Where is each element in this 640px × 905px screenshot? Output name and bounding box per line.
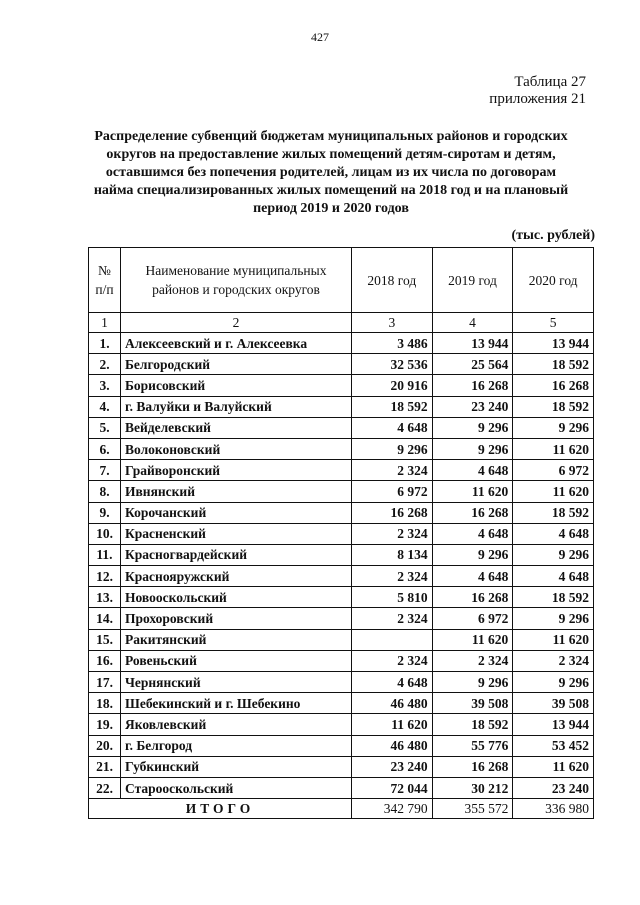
- value-2019: 11 620: [432, 481, 513, 502]
- value-2019: 16 268: [432, 502, 513, 523]
- value-2019: 9 296: [432, 417, 513, 438]
- header-number: № п/п: [89, 248, 121, 313]
- row-number: 18.: [89, 693, 121, 714]
- table-row: [89, 777, 594, 798]
- row-number: 8.: [89, 481, 121, 502]
- subsidy-table: [88, 247, 594, 819]
- row-number: 5.: [89, 417, 121, 438]
- column-number: 2: [121, 313, 352, 333]
- column-number: 3: [352, 313, 433, 333]
- table-row: [89, 544, 594, 565]
- table-row: [89, 481, 594, 502]
- value-2018: 20 916: [352, 375, 433, 396]
- row-number: 2.: [89, 354, 121, 375]
- value-2019: 9 296: [432, 438, 513, 459]
- table-row: [89, 375, 594, 396]
- value-2020: 18 592: [513, 354, 594, 375]
- value-2019: 2 324: [432, 650, 513, 671]
- value-2020: 23 240: [513, 777, 594, 798]
- table-row: [89, 756, 594, 777]
- value-2018: 46 480: [352, 693, 433, 714]
- value-2019: 25 564: [432, 354, 513, 375]
- value-2020: 18 592: [513, 502, 594, 523]
- value-2018: 3 486: [352, 333, 433, 354]
- header-name: Наименование муниципальных районов и городских округов: [121, 248, 352, 313]
- value-2020: 2 324: [513, 650, 594, 671]
- units-label: (тыс. рублей): [511, 228, 595, 243]
- value-2020: 4 648: [513, 523, 594, 544]
- table-row: [89, 396, 594, 417]
- row-number: 4.: [89, 396, 121, 417]
- table-row: [89, 693, 594, 714]
- row-number: 6.: [89, 438, 121, 459]
- total-label: ИТОГО: [89, 799, 352, 819]
- value-2018: 2 324: [352, 460, 433, 481]
- row-number: 21.: [89, 756, 121, 777]
- district-name: Ивнянский: [121, 481, 352, 502]
- column-number: 1: [89, 313, 121, 333]
- value-2018: [352, 629, 433, 650]
- table-row: [89, 438, 594, 459]
- value-2018: 2 324: [352, 523, 433, 544]
- district-name: Новооскольский: [121, 587, 352, 608]
- table-row: [89, 502, 594, 523]
- value-2020: 9 296: [513, 672, 594, 693]
- row-number: 19.: [89, 714, 121, 735]
- value-2020: 13 944: [513, 714, 594, 735]
- value-2020: 11 620: [513, 438, 594, 459]
- value-2019: 16 268: [432, 587, 513, 608]
- value-2019: 39 508: [432, 693, 513, 714]
- row-number: 14.: [89, 608, 121, 629]
- district-name: Старооскольский: [121, 777, 352, 798]
- row-number: 9.: [89, 502, 121, 523]
- district-name: Губкинский: [121, 756, 352, 777]
- header-2019: 2019 год: [432, 248, 513, 313]
- value-2018: 4 648: [352, 417, 433, 438]
- total-2018: 342 790: [352, 799, 433, 819]
- value-2019: 9 296: [432, 544, 513, 565]
- district-name: Чернянский: [121, 672, 352, 693]
- value-2020: 53 452: [513, 735, 594, 756]
- value-2020: 11 620: [513, 629, 594, 650]
- header-row: [89, 248, 594, 313]
- row-number: 22.: [89, 777, 121, 798]
- value-2020: 18 592: [513, 587, 594, 608]
- district-name: Алексеевский и г. Алексеевка: [121, 333, 352, 354]
- value-2019: 16 268: [432, 756, 513, 777]
- value-2018: 8 134: [352, 544, 433, 565]
- value-2020: 39 508: [513, 693, 594, 714]
- row-number: 20.: [89, 735, 121, 756]
- value-2019: 6 972: [432, 608, 513, 629]
- document-title: Распределение субвенций бюджетам муниципальных районов и городских округов на предоставление жилых помещений детям-сиротам и детям, оставшимся без попечения родителей, лицам из их числа по договорам найма специализированных жилых помещений на 2018 год и на плановый период 2019 и 2020 годов: [93, 129, 569, 216]
- value-2019: 30 212: [432, 777, 513, 798]
- value-2018: 72 044: [352, 777, 433, 798]
- table-row: [89, 714, 594, 735]
- value-2020: 9 296: [513, 608, 594, 629]
- table-row: [89, 629, 594, 650]
- table-row: [89, 672, 594, 693]
- value-2020: 18 592: [513, 396, 594, 417]
- table-row: [89, 354, 594, 375]
- table-row: [89, 587, 594, 608]
- value-2020: 6 972: [513, 460, 594, 481]
- value-2018: 16 268: [352, 502, 433, 523]
- value-2019: 4 648: [432, 523, 513, 544]
- value-2019: 11 620: [432, 629, 513, 650]
- value-2019: 18 592: [432, 714, 513, 735]
- district-name: Вейделевский: [121, 417, 352, 438]
- table-row: [89, 460, 594, 481]
- district-name: Грайворонский: [121, 460, 352, 481]
- column-number: 5: [513, 313, 594, 333]
- value-2020: 11 620: [513, 481, 594, 502]
- row-number: 17.: [89, 672, 121, 693]
- district-name: Красногвардейский: [121, 544, 352, 565]
- value-2020: 13 944: [513, 333, 594, 354]
- value-2019: 4 648: [432, 460, 513, 481]
- row-number: 11.: [89, 544, 121, 565]
- value-2018: 32 536: [352, 354, 433, 375]
- value-2019: 23 240: [432, 396, 513, 417]
- district-name: Яковлевский: [121, 714, 352, 735]
- value-2019: 16 268: [432, 375, 513, 396]
- district-name: Волоконовский: [121, 438, 352, 459]
- value-2020: 4 648: [513, 566, 594, 587]
- district-name: Борисовский: [121, 375, 352, 396]
- row-number: 7.: [89, 460, 121, 481]
- caption-appendix: приложения 21: [489, 91, 586, 107]
- row-number: 13.: [89, 587, 121, 608]
- district-name: Белгородский: [121, 354, 352, 375]
- value-2020: 9 296: [513, 544, 594, 565]
- table-row: [89, 333, 594, 354]
- value-2018: 6 972: [352, 481, 433, 502]
- value-2020: 9 296: [513, 417, 594, 438]
- district-name: г. Валуйки и Валуйский: [121, 396, 352, 417]
- total-row: [89, 799, 594, 819]
- value-2018: 11 620: [352, 714, 433, 735]
- caption-table-number: Таблица 27: [514, 74, 586, 90]
- value-2018: 5 810: [352, 587, 433, 608]
- row-number: 3.: [89, 375, 121, 396]
- column-number: 4: [432, 313, 513, 333]
- value-2020: 11 620: [513, 756, 594, 777]
- row-number: 1.: [89, 333, 121, 354]
- value-2018: 2 324: [352, 566, 433, 587]
- header-2018: 2018 год: [352, 248, 433, 313]
- value-2018: 9 296: [352, 438, 433, 459]
- table-row: [89, 523, 594, 544]
- district-name: Краснояружский: [121, 566, 352, 587]
- district-name: Ракитянский: [121, 629, 352, 650]
- value-2019: 9 296: [432, 672, 513, 693]
- row-number: 16.: [89, 650, 121, 671]
- row-number: 10.: [89, 523, 121, 544]
- district-name: Ровеньский: [121, 650, 352, 671]
- total-2020: 336 980: [513, 799, 594, 819]
- table-body: [89, 333, 594, 799]
- page-number: 427: [311, 30, 329, 44]
- value-2019: 55 776: [432, 735, 513, 756]
- table-row: [89, 608, 594, 629]
- table-caption: [489, 74, 586, 108]
- district-name: Красненский: [121, 523, 352, 544]
- table-row: [89, 735, 594, 756]
- district-name: Прохоровский: [121, 608, 352, 629]
- value-2018: 18 592: [352, 396, 433, 417]
- header-2020: 2020 год: [513, 248, 594, 313]
- district-name: Шебекинский и г. Шебекино: [121, 693, 352, 714]
- value-2019: 4 648: [432, 566, 513, 587]
- row-number: 15.: [89, 629, 121, 650]
- district-name: Корочанский: [121, 502, 352, 523]
- value-2018: 2 324: [352, 650, 433, 671]
- table-row: [89, 566, 594, 587]
- table-row: [89, 417, 594, 438]
- value-2018: 2 324: [352, 608, 433, 629]
- value-2018: 46 480: [352, 735, 433, 756]
- value-2020: 16 268: [513, 375, 594, 396]
- value-2018: 23 240: [352, 756, 433, 777]
- district-name: г. Белгород: [121, 735, 352, 756]
- column-number-row: [89, 313, 594, 333]
- total-2019: 355 572: [432, 799, 513, 819]
- value-2019: 13 944: [432, 333, 513, 354]
- row-number: 12.: [89, 566, 121, 587]
- value-2018: 4 648: [352, 672, 433, 693]
- table-row: [89, 650, 594, 671]
